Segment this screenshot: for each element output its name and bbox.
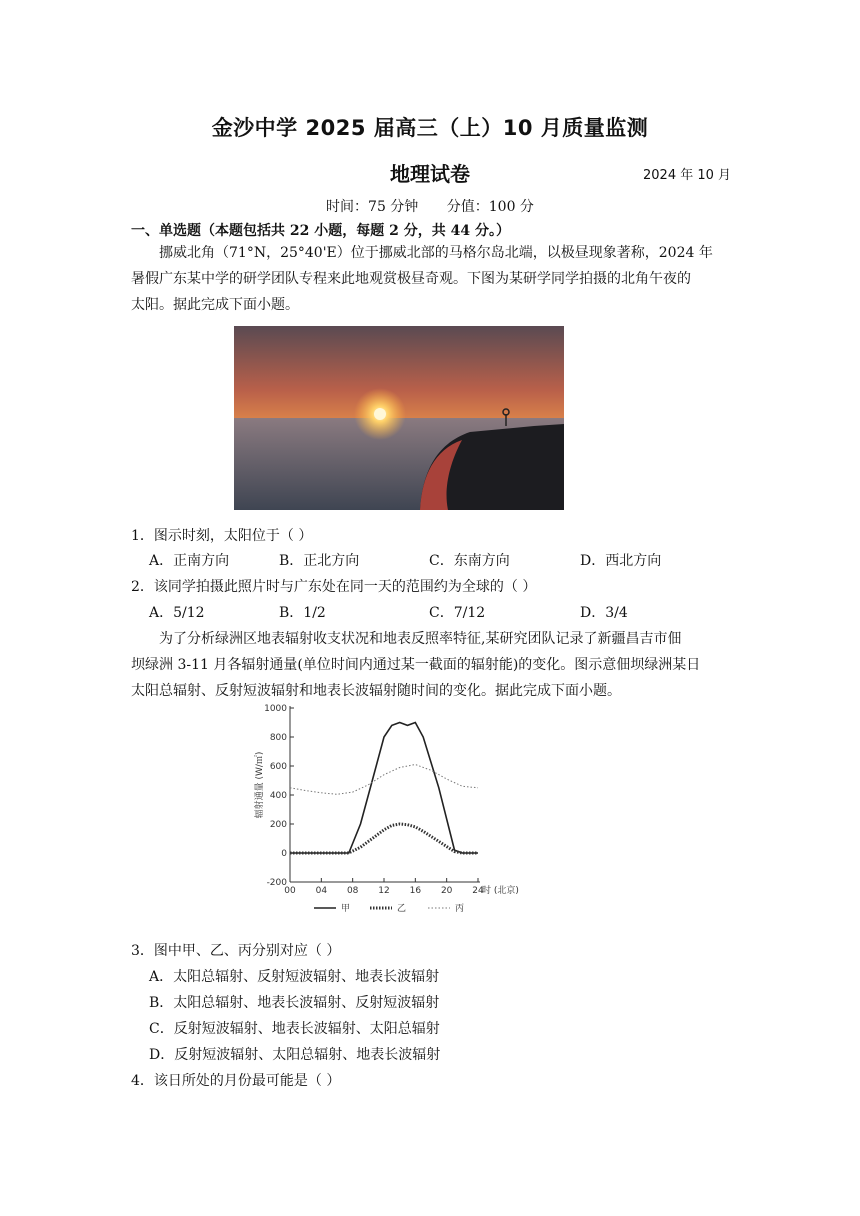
question-2: 2．该同学拍摄此照片时与广东处在同一天的范围约为全球的（ ） — [131, 579, 537, 595]
radiation-chart — [252, 700, 542, 920]
option-d[interactable]: D．反射短波辐射、太阳总辐射、地表长波辐射 — [149, 1047, 441, 1063]
y-axis-label: 辐射通量 (W/㎡) — [255, 751, 265, 819]
option-b[interactable]: B．太阳总辐射、地表长波辐射、反射短波辐射 — [149, 995, 440, 1011]
series-line-3 — [290, 765, 478, 795]
y-tick-label: 1000 — [264, 704, 287, 714]
x-tick-label: 16 — [409, 886, 422, 896]
option-c[interactable]: C．7/12 — [429, 605, 486, 621]
option-d[interactable]: D．西北方向 — [580, 553, 662, 569]
option-c[interactable]: C．东南方向 — [429, 553, 510, 569]
passage-1-line: 挪威北角（71°N，25°40'E）位于挪威北部的马格尔岛北端，以极昼现象著称，2024 年 — [159, 245, 713, 261]
y-tick-label: 600 — [269, 762, 287, 772]
y-tick-label: 800 — [269, 733, 287, 743]
legend-label: 乙 — [397, 904, 407, 914]
option-a[interactable]: A．太阳总辐射、反射短波辐射、地表长波辐射 — [149, 969, 440, 985]
passage-1 — [131, 240, 731, 318]
x-tick-label: 08 — [346, 886, 359, 896]
x-tick-label: 04 — [315, 886, 328, 896]
y-tick-label: 200 — [269, 820, 287, 830]
x-tick-label: 20 — [440, 886, 453, 896]
x-tick-label: 00 — [284, 886, 296, 896]
y-tick-label: 400 — [269, 791, 287, 801]
y-tick-label: 0 — [281, 849, 287, 859]
passage-2-line: 太阳总辐射、反射短波辐射和地表长波辐射随时间的变化。据此完成下面小题。 — [131, 683, 621, 699]
option-a[interactable]: A．5/12 — [149, 605, 205, 621]
question-1: 1．图示时刻，太阳位于（ ） — [131, 528, 313, 544]
option-a[interactable]: A．正南方向 — [149, 553, 230, 569]
y-tick-label: -200 — [266, 878, 287, 888]
exam-date: 2024 年 10 月 — [643, 168, 732, 183]
passage-2-line: 为了分析绿洲区地表辐射收支状况和地表反照率特征,某研究团队记录了新疆昌吉市佃 — [159, 631, 682, 647]
exam-title: 金沙中学 2025 届高三（上）10 月质量监测 — [211, 116, 649, 140]
option-b[interactable]: B．1/2 — [279, 605, 326, 621]
radiation-chart-svg — [252, 700, 542, 920]
exam-score: 分值：100 分 — [446, 199, 534, 215]
passage-2 — [131, 626, 731, 704]
x-tick-label: 24 — [472, 886, 484, 896]
option-b[interactable]: B．正北方向 — [279, 553, 360, 569]
x-axis-label: 时 (北京) — [482, 886, 519, 896]
legend-label: 甲 — [341, 904, 351, 914]
option-d[interactable]: D．3/4 — [580, 605, 628, 621]
exam-info — [0, 196, 860, 216]
section-heading: 一、单选题（本题包括共 22 小题，每题 2 分，共 44 分。） — [131, 223, 510, 239]
question-3: 3．图中甲、乙、丙分别对应（ ） — [131, 943, 341, 959]
exam-time: 时间：75 分钟 — [326, 199, 419, 215]
series-line-1 — [290, 723, 478, 854]
passage-1-line: 太阳。据此完成下面小题。 — [131, 297, 299, 313]
midnight-sun-photo — [234, 326, 564, 510]
question-4: 4．该日所处的月份最可能是（ ） — [131, 1073, 341, 1089]
passage-2-line: 坝绿洲 3-11 月各辐射通量(单位时间内通过某一截面的辐射能)的变化。图示意佃坝绿洲某日 — [131, 657, 701, 673]
exam-subject: 地理试卷 — [390, 162, 470, 186]
legend-label: 丙 — [455, 904, 465, 914]
passage-1-line: 暑假广东某中学的研学团队专程来此地观赏极昼奇观。下图为某研学同学拍摄的北角午夜的 — [131, 271, 691, 287]
x-tick-label: 12 — [378, 886, 390, 896]
option-c[interactable]: C．反射短波辐射、地表长波辐射、太阳总辐射 — [149, 1021, 440, 1037]
